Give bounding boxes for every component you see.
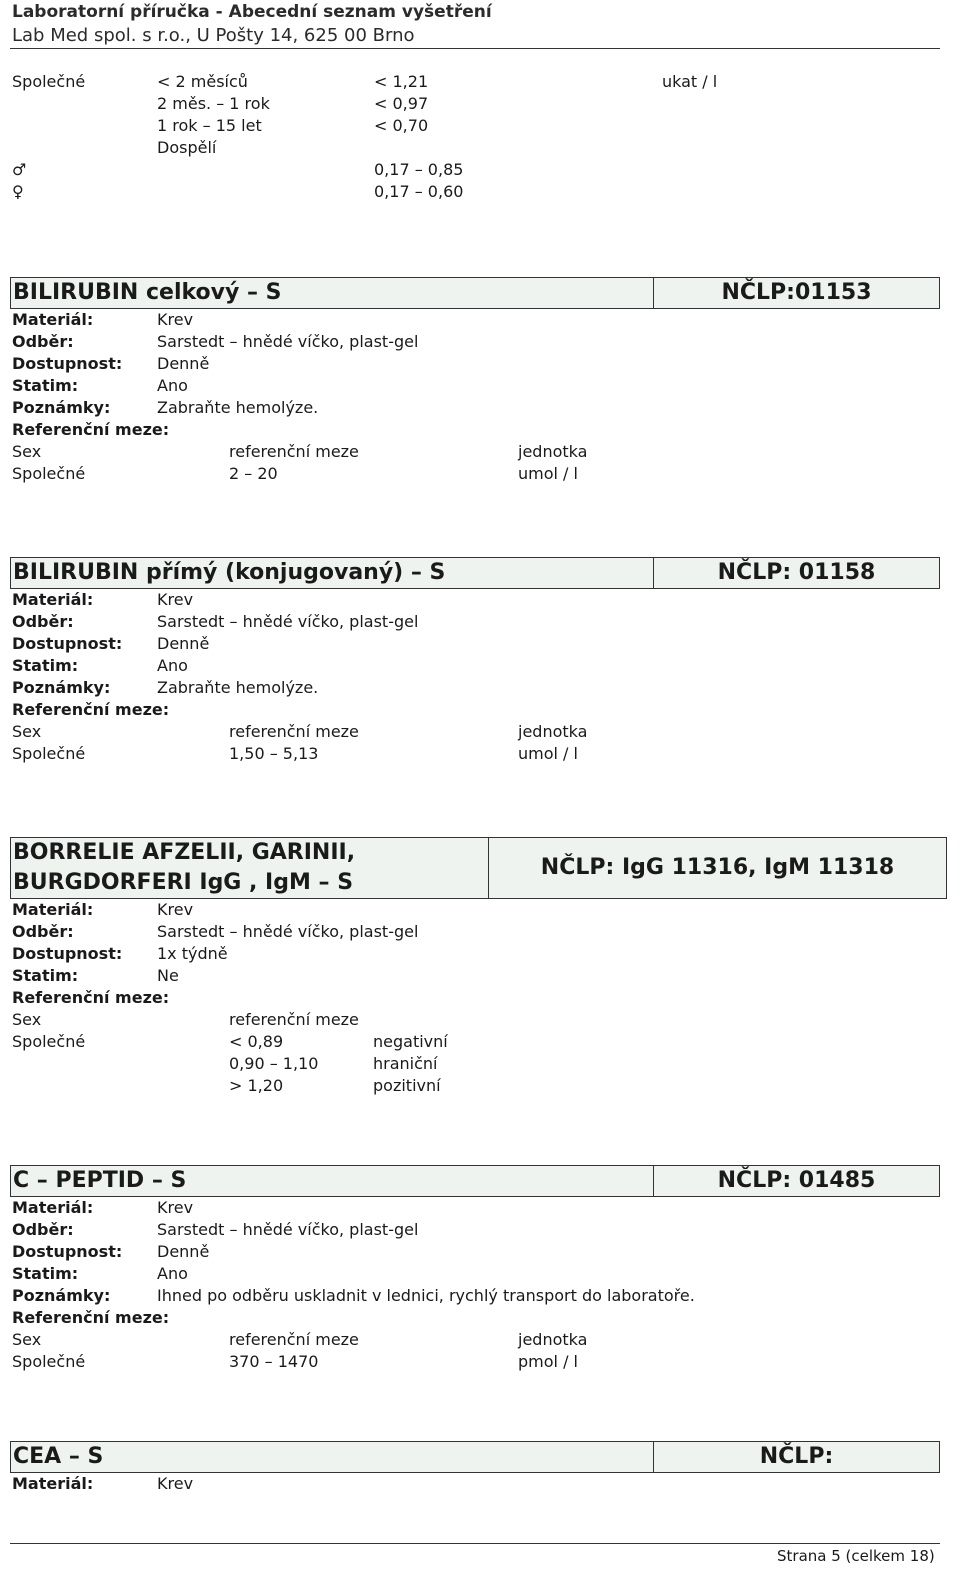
field-label: Statim:: [12, 376, 79, 395]
manual-title: Laboratorní příručka - Abecední seznam vyšetření: [12, 2, 492, 22]
age-cell: 2 měs. – 1 rok: [157, 94, 270, 113]
field-label: Dostupnost:: [12, 1242, 123, 1261]
value-cell: < 0,97: [374, 94, 429, 113]
field-label: Materiál:: [12, 310, 94, 329]
range-cell: 1,50 – 5,13: [229, 744, 319, 763]
field-value: 1x týdně: [157, 944, 228, 963]
field-label: Odběr:: [12, 332, 74, 351]
field-label: Odběr:: [12, 1220, 74, 1239]
range-cell: > 1,20: [229, 1076, 284, 1095]
sex-cell: Společné: [12, 464, 86, 483]
unit-cell: umol / l: [518, 464, 578, 483]
field-label: Statim:: [12, 1264, 79, 1283]
test-title-line: BURGDORFERI IgG , IgM – S: [13, 870, 354, 895]
reference-continuation: [0, 71, 960, 203]
lab-address: Lab Med spol. s r.o., U Pošty 14, 625 00 Brno: [12, 25, 415, 46]
sex-cell: Společné: [12, 72, 86, 91]
field-label: Dostupnost:: [12, 944, 123, 963]
column-header-range: referenční meze: [229, 722, 359, 741]
field-value: Denně: [157, 354, 210, 373]
value-cell: 0,17 – 0,85: [374, 160, 464, 179]
reference-header-row: [0, 1009, 960, 1031]
column-header-sex: Sex: [12, 1010, 42, 1029]
test-heading: [10, 557, 940, 589]
field-label: Statim:: [12, 656, 79, 675]
field-value: Sarstedt – hnědé víčko, plast-gel: [157, 332, 419, 351]
test-title: C – PEPTID – S: [11, 1166, 654, 1196]
column-header-sex: Sex: [12, 1330, 42, 1349]
field-row-material: [0, 1473, 960, 1495]
field-row-availability: [0, 353, 960, 375]
field-value: Krev: [157, 1474, 194, 1493]
footer-rule: [10, 1543, 940, 1544]
unit-cell: pmol / l: [518, 1352, 578, 1371]
column-header-sex: Sex: [12, 442, 42, 461]
test-entry-cea: [0, 1441, 960, 1495]
field-label: Materiál:: [12, 1474, 94, 1493]
page-number: Strana 5 (celkem 18): [777, 1547, 935, 1565]
field-value: Krev: [157, 310, 194, 329]
test-heading: [10, 1441, 940, 1473]
field-value: Krev: [157, 590, 194, 609]
field-row-notes: [0, 677, 960, 699]
nclp-code: NČLP: 01485: [717, 1168, 876, 1193]
field-label: Materiál:: [12, 900, 94, 919]
field-value: Denně: [157, 1242, 210, 1261]
field-value: Ano: [157, 656, 188, 675]
table-row: [0, 743, 960, 765]
reference-label: Referenční meze:: [12, 700, 170, 719]
field-row-material: [0, 589, 960, 611]
value-cell: < 0,70: [374, 116, 429, 135]
field-label: Materiál:: [12, 590, 94, 609]
field-value: Sarstedt – hnědé víčko, plast-gel: [157, 1220, 419, 1239]
field-row-availability: [0, 943, 960, 965]
field-row-collection: [0, 1219, 960, 1241]
age-cell: < 2 měsíců: [157, 72, 248, 91]
range-cell: 2 – 20: [229, 464, 278, 483]
value-cell: 0,17 – 0,60: [374, 182, 464, 201]
table-row: [0, 71, 960, 93]
column-header-unit: jednotka: [518, 442, 588, 461]
field-row-availability: [0, 1241, 960, 1263]
test-title: CEA – S: [11, 1442, 654, 1472]
field-value: Ano: [157, 1264, 188, 1283]
field-row-collection: [0, 611, 960, 633]
field-row-statim: [0, 655, 960, 677]
field-row-collection: [0, 331, 960, 353]
field-row-material: [0, 1197, 960, 1219]
male-symbol-icon: ♂: [12, 160, 27, 179]
field-row-collection: [0, 921, 960, 943]
field-row-availability: [0, 633, 960, 655]
column-header-unit: jednotka: [518, 722, 588, 741]
field-label: Poznámky:: [12, 398, 111, 417]
unit-cell: umol / l: [518, 744, 578, 763]
table-row: [0, 181, 960, 203]
nclp-code: NČLP:01153: [721, 280, 872, 305]
table-row: [0, 93, 960, 115]
field-value: Ano: [157, 376, 188, 395]
reference-label: Referenční meze:: [12, 988, 170, 1007]
table-row: [0, 463, 960, 485]
test-title: BILIRUBIN celkový – S: [11, 278, 654, 308]
reference-label-row: [0, 699, 960, 721]
test-title: [11, 838, 489, 898]
column-header-sex: Sex: [12, 722, 42, 741]
field-value: Zabraňte hemolýze.: [157, 678, 319, 697]
test-entry-c-peptide: [0, 1165, 960, 1373]
field-row-material: [0, 309, 960, 331]
field-label: Dostupnost:: [12, 634, 123, 653]
field-row-statim: [0, 375, 960, 397]
interpretation-cell: pozitivní: [373, 1076, 441, 1095]
field-row-statim: [0, 1263, 960, 1285]
field-value: Sarstedt – hnědé víčko, plast-gel: [157, 922, 419, 941]
nclp-code: NČLP: 01158: [717, 560, 876, 585]
age-cell: 1 rok – 15 let: [157, 116, 262, 135]
nclp-code: NČLP: IgG 11316, IgM 11318: [540, 855, 895, 880]
field-value: Zabraňte hemolýze.: [157, 398, 319, 417]
range-cell: 0,90 – 1,10: [229, 1054, 319, 1073]
table-row: [0, 1351, 960, 1373]
sex-cell: Společné: [12, 744, 86, 763]
field-value: Ne: [157, 966, 179, 985]
reference-label: Referenční meze:: [12, 420, 170, 439]
column-header-range: referenční meze: [229, 442, 359, 461]
test-entry-bilirubin-direct: [0, 557, 960, 765]
nclp-code: NČLP:: [759, 1444, 834, 1469]
unit-cell: ukat / l: [662, 72, 718, 91]
range-cell: 370 – 1470: [229, 1352, 319, 1371]
header-rule: [10, 48, 940, 49]
field-label: Materiál:: [12, 1198, 94, 1217]
column-header-unit: jednotka: [518, 1330, 588, 1349]
field-value: Sarstedt – hnědé víčko, plast-gel: [157, 612, 419, 631]
interpretation-cell: negativní: [373, 1032, 448, 1051]
female-symbol-icon: ♀: [12, 182, 24, 201]
field-label: Dostupnost:: [12, 354, 123, 373]
table-row: [0, 1031, 960, 1053]
field-value: Krev: [157, 1198, 194, 1217]
reference-header-row: [0, 1329, 960, 1351]
sex-cell: Společné: [12, 1032, 86, 1051]
sex-cell: Společné: [12, 1352, 86, 1371]
column-header-range: referenční meze: [229, 1330, 359, 1349]
field-row-notes: [0, 397, 960, 419]
field-row-material: [0, 899, 960, 921]
test-title: BILIRUBIN přímý (konjugovaný) – S: [11, 558, 654, 588]
table-row: [0, 1075, 960, 1097]
test-heading: [10, 837, 947, 899]
test-entry-borrelia: [0, 837, 960, 1097]
table-row: [0, 159, 960, 181]
range-cell: < 0,89: [229, 1032, 284, 1051]
table-row: [0, 115, 960, 137]
test-entry-bilirubin-total: [0, 277, 960, 485]
field-label: Odběr:: [12, 612, 74, 631]
test-heading: [10, 1165, 940, 1197]
field-value: Denně: [157, 634, 210, 653]
test-heading: [10, 277, 940, 309]
value-cell: < 1,21: [374, 72, 429, 91]
column-header-range: referenční meze: [229, 1010, 359, 1029]
field-value: Krev: [157, 900, 194, 919]
field-label: Poznámky:: [12, 678, 111, 697]
reference-header-row: [0, 721, 960, 743]
age-cell: Dospělí: [157, 138, 217, 157]
reference-label-row: [0, 987, 960, 1009]
field-label: Statim:: [12, 966, 79, 985]
reference-label-row: [0, 419, 960, 441]
table-row: [0, 1053, 960, 1075]
field-label: Odběr:: [12, 922, 74, 941]
reference-label-row: [0, 1307, 960, 1329]
field-label: Poznámky:: [12, 1286, 111, 1305]
field-row-statim: [0, 965, 960, 987]
interpretation-cell: hraniční: [373, 1054, 438, 1073]
field-value: Ihned po odběru uskladnit v lednici, rychlý transport do laboratoře.: [157, 1286, 695, 1305]
reference-label: Referenční meze:: [12, 1308, 170, 1327]
field-row-notes: [0, 1285, 960, 1307]
test-title-line: BORRELIE AFZELII, GARINII,: [13, 840, 356, 865]
table-row: [0, 137, 960, 159]
reference-header-row: [0, 441, 960, 463]
